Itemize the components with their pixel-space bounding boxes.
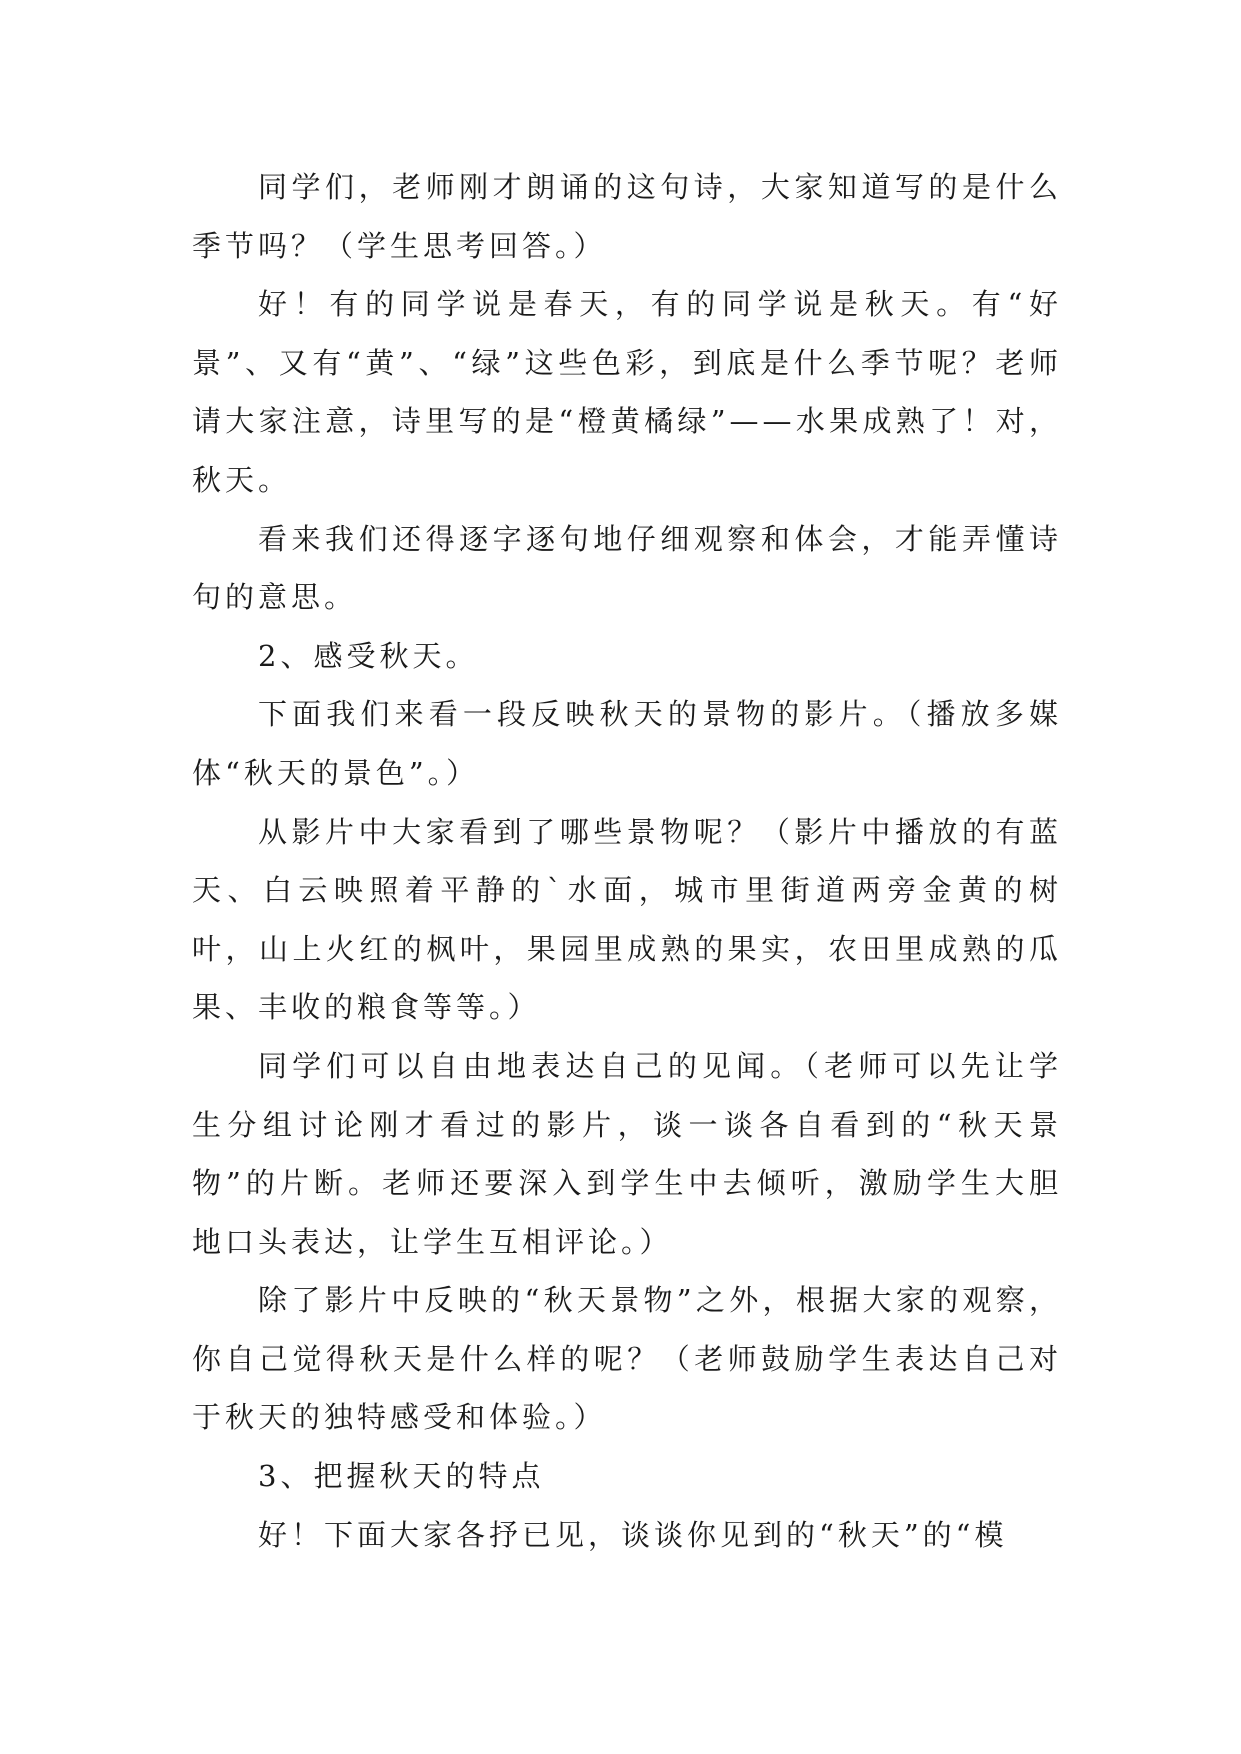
- paragraph: 下面我们来看一段反映秋天的景物的影片。（播放多媒体“秋天的景色”。）: [192, 697, 1062, 790]
- paragraph: 好！下面大家各抒已见，谈谈你见到的“秋天”的“模: [258, 1517, 1008, 1552]
- paragraph: 好！有的同学说是春天，有的同学说是秋天。有“好景”、又有“黄”、“绿”这些色彩，到底是什么季节呢？老师请大家注意，诗里写的是“橙黄橘绿”——水果成熟了！对，秋天。: [192, 287, 1062, 497]
- paragraph: 除了影片中反映的“秋天景物”之外，根据大家的观察，你自己觉得秋天是什么样的呢？（老师鼓励学生表达自己对于秋天的独特感受和体验。）: [192, 1283, 1062, 1435]
- section-heading: 3、把握秋天的特点: [258, 1459, 545, 1494]
- paragraph: 同学们可以自由地表达自己的见闻。（老师可以先让学生分组讨论刚才看过的影片，谈一谈各自看到的“秋天景物”的片断。老师还要深入到学生中去倾听，激励学生大胆地口头表达，让学生互相评论。）: [192, 1048, 1062, 1259]
- section-heading: 2、感受秋天。: [258, 638, 479, 673]
- paragraph: 同学们，老师刚才朗诵的这句诗，大家知道写的是什么季节吗？（学生思考回答。）: [192, 170, 1062, 263]
- document-body: [192, 158, 1062, 1564]
- paragraph: 从影片中大家看到了哪些景物呢？（影片中播放的有蓝天、白云映照着平静的`水面，城市里街道两旁金黄的树叶，山上火红的枫叶，果园里成熟的果实，农田里成熟的瓜果、丰收的粮食等等。）: [192, 814, 1062, 1025]
- paragraph: 看来我们还得逐字逐句地仔细观察和体会，才能弄懂诗句的意思。: [192, 521, 1062, 615]
